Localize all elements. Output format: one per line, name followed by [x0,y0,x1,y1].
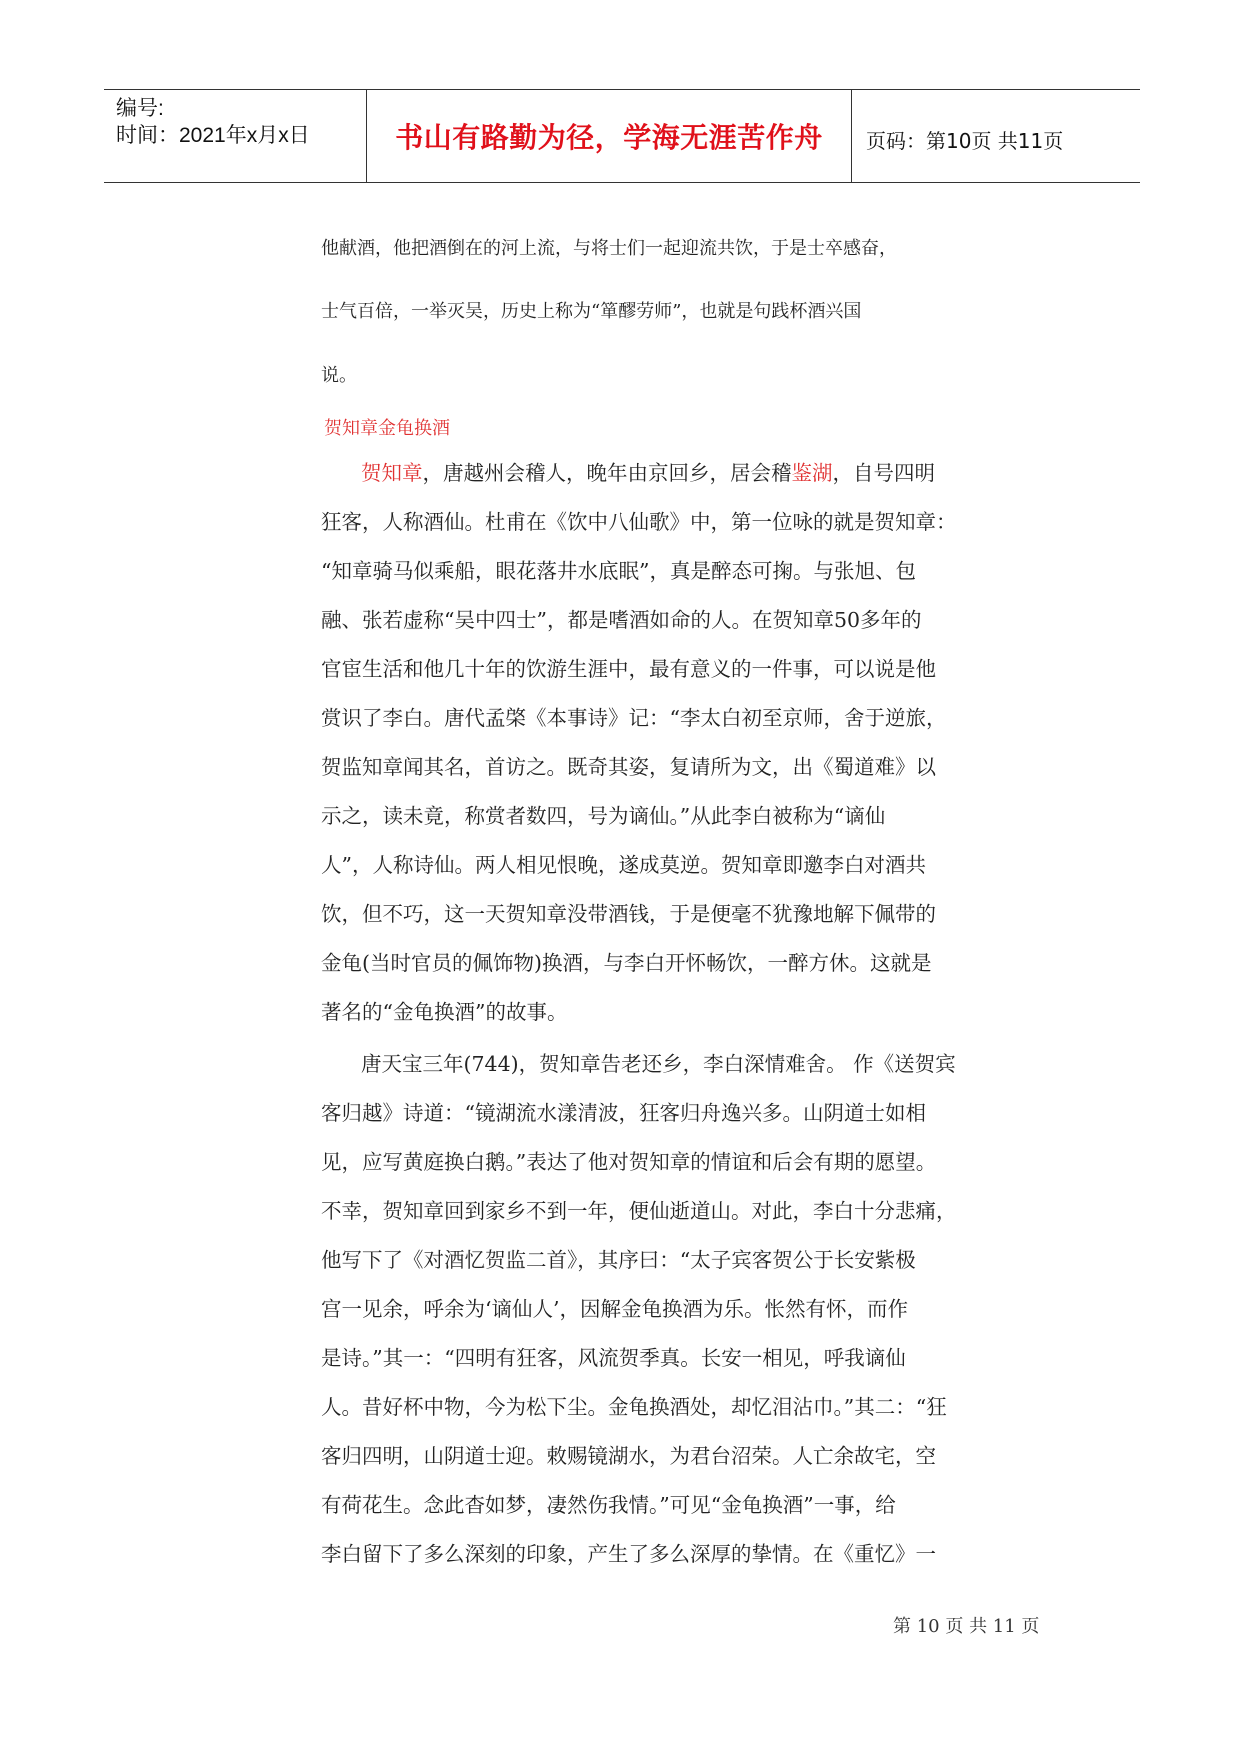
paragraph-line: 宫一见余，呼余为‘谪仙人’，因解金龟换酒为乐。怅然有怀，而作 [321,1297,909,1321]
intro-line: 他献酒，他把酒倒在的河上流，与将士们一起迎流共饮，于是士卒感奋， [321,238,897,259]
paragraph-line: “知章骑马似乘船，眼花落井水底眠”，真是醉态可掬。与张旭、包 [321,559,916,583]
intro-line: 说。 [321,365,357,386]
paragraph-line: 狂客，人称酒仙。杜甫在《饮中八仙歌》中，第一位咏的就是贺知章： [321,510,957,534]
document-time-label: 时间：2021年x月x日 [116,124,310,147]
header-info-cell [104,90,367,182]
header-page-cell [853,90,1140,182]
paragraph-line: 李白留下了多么深刻的印象，产生了多么深厚的挚情。在《重忆》一 [321,1542,936,1566]
text-run: ，自号四明 [832,461,935,485]
paragraph-line: 贺监知章闻其名，首访之。既奇其姿，复请所为文，出《蜀道难》以 [321,755,936,779]
paragraph-line: 示之，读未竟，称赏者数四，号为谪仙。”从此李白被称为“谪仙 [321,804,886,828]
text-run: ，唐越州会稽人，晚年由京回乡，居会稽 [422,461,792,485]
highlight-place: 鉴湖 [791,461,833,485]
header-page-label: 页码：第10页 共11页 [866,129,1064,153]
document-number-label: 编号: [116,97,164,120]
header-motto: 书山有路勤为径，学海无涯苦作舟 [395,121,823,154]
paragraph-line: 不幸，贺知章回到家乡不到一年，便仙逝道山。对此，李白十分悲痛， [321,1199,957,1223]
paragraph-line: 融、张若虚称“吴中四士”，都是嗜酒如命的人。在贺知章50多年的 [321,608,922,632]
paragraph-line: 有荷花生。念此杳如梦，凄然伤我情。”可见“金龟换酒”一事，给 [321,1493,896,1517]
intro-line: 士气百倍，一举灭吴，历史上称为“箪醪劳师”，也就是句践杯酒兴国 [321,301,862,322]
highlight-name: 贺知章 [361,461,423,485]
paragraph-line: 赏识了李白。唐代孟棨《本事诗》记：“李太白初至京师，舍于逆旅， [321,706,947,730]
paragraph-line: 他写下了《对酒忆贺监二首》，其序曰：“太子宾客贺公于长安紫极 [321,1248,916,1272]
page-footer: 第 10 页 共 11 页 [893,1616,1040,1637]
paragraph-line: 人”，人称诗仙。两人相见恨晚，遂成莫逆。贺知章即邀李白对酒共 [321,853,926,877]
paragraph-line: 人。昔好杯中物，今为松下尘。金龟换酒处，却忆泪沾巾。”其二：“狂 [321,1395,947,1419]
paragraph-line: 客归四明，山阴道士迎。敕赐镜湖水，为君台沼荣。人亡余故宅，空 [321,1444,936,1468]
paragraph-line: 见，应写黄庭换白鹅。”表达了他对贺知章的情谊和后会有期的愿望。 [321,1150,937,1174]
paragraph-line: 是诗。”其一：“四明有狂客，风流贺季真。长安一相见，呼我谪仙 [321,1346,906,1370]
paragraph-line: 官宦生活和他几十年的饮游生涯中，最有意义的一件事，可以说是他 [321,657,936,681]
header-motto-cell [367,90,852,182]
paragraph-line: 著名的“金龟换酒”的故事。 [321,1000,568,1024]
paragraph-first-line: 唐天宝三年(744)，贺知章告老还乡，李白深情难舍。 作《送贺宾 [361,1052,956,1076]
section-title: 贺知章金龟换酒 [324,418,450,439]
paragraph-first-line [361,456,935,486]
paragraph-line: 金龟(当时官员的佩饰物)换酒，与李白开怀畅饮，一醉方休。这就是 [321,951,932,975]
paragraph-line: 饮，但不巧，这一天贺知章没带酒钱，于是便毫不犹豫地解下佩带的 [321,902,936,926]
paragraph-line: 客归越》诗道：“镜湖流水漾清波，狂客归舟逸兴多。山阴道士如相 [321,1101,926,1125]
document-header [104,89,1140,183]
